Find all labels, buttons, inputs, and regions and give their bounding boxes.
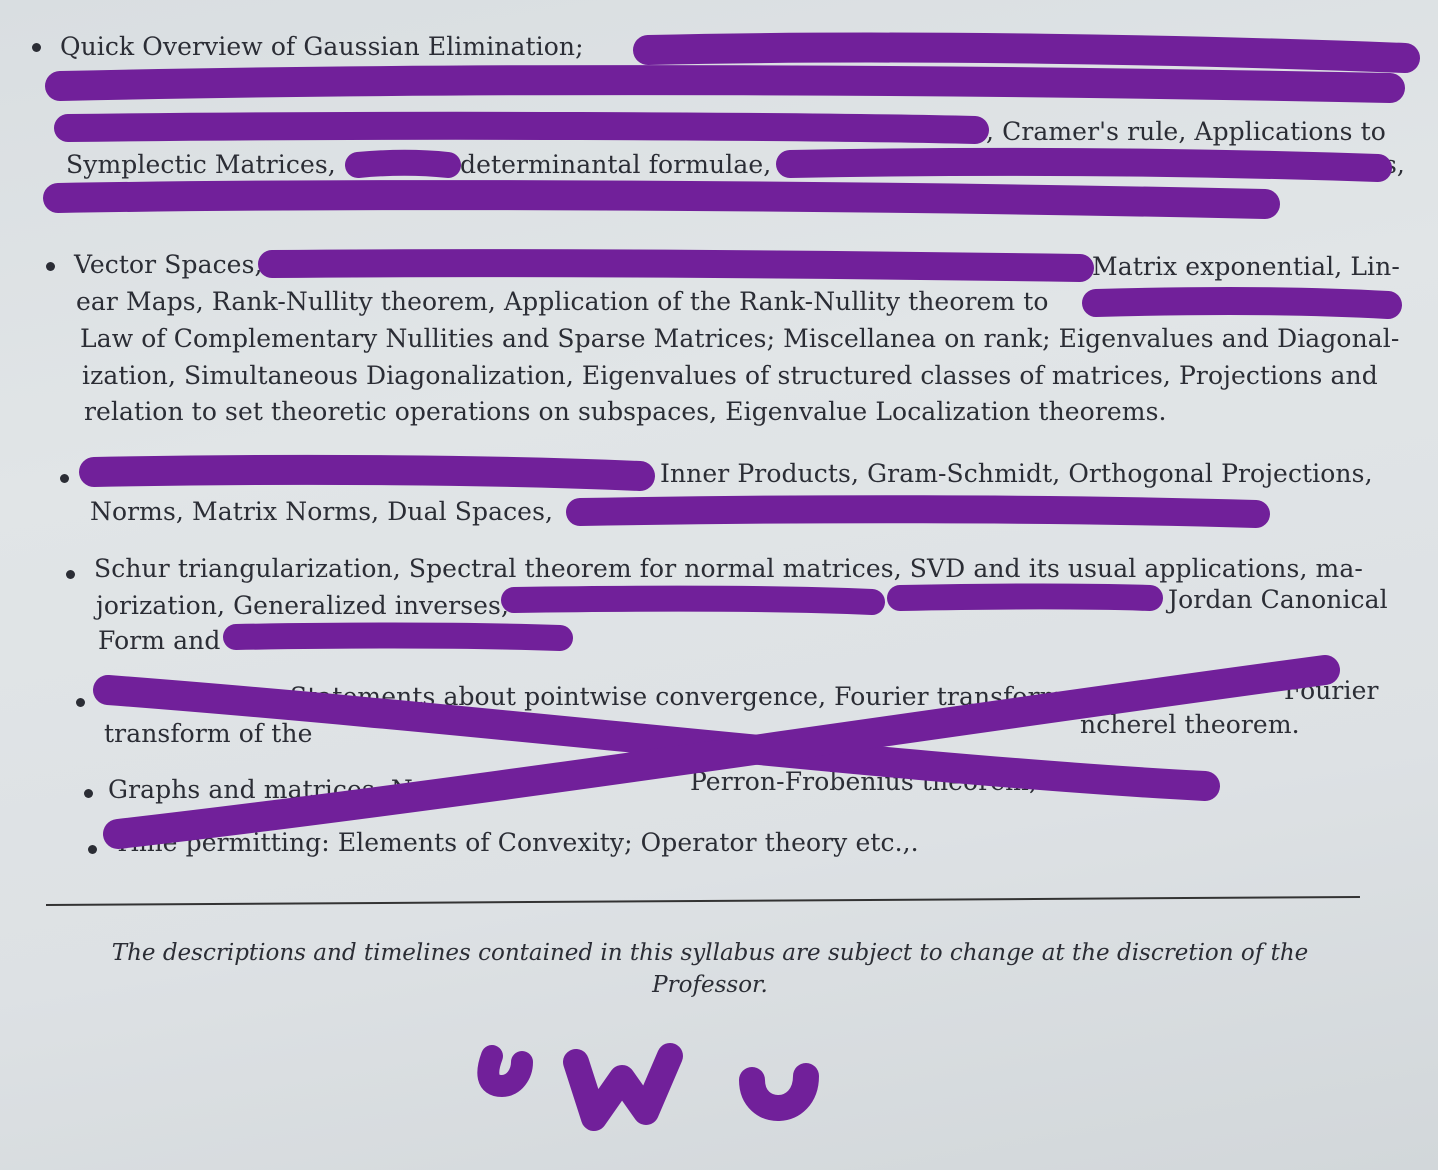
redaction-stroke [580, 509, 1256, 514]
redaction-stroke [68, 126, 975, 130]
item-time-permitting: Time permitting: Elements of Convexity; Operator theory etc.,. [114, 828, 919, 857]
redaction-stroke [900, 597, 1150, 599]
bullet [66, 570, 75, 579]
redaction-stroke [58, 195, 1265, 204]
item-cramers-rule-line: , Cramer's rule, Applications to [986, 117, 1386, 146]
doodle-left-tick [488, 1056, 522, 1086]
bullet [84, 789, 93, 798]
redaction-stroke [358, 163, 448, 165]
redaction-stroke [60, 80, 1390, 88]
item-linear-maps: ear Maps, Rank-Nullity theorem, Application of the Rank-Nullity theorem to [76, 287, 1049, 316]
footer-divider [46, 896, 1360, 906]
item-complementary-nullities: Law of Complementary Nullities and Sparse Matrices; Miscellanea on rank; Eigenvalues and Diagonal- [80, 324, 1400, 353]
item-trailing-s: s, [1384, 150, 1405, 179]
redaction-stroke [790, 162, 1378, 168]
item-matrix-exponential: Matrix exponential, Lin- [1092, 252, 1400, 281]
item-inner-products: Inner Products, Gram-Schmidt, Orthogonal Projections, [660, 459, 1373, 488]
item-fourier: Fourier [1284, 676, 1379, 705]
item-symplectic-line: Symplectic Matrices, [66, 150, 336, 179]
item-graphs-matrices: Graphs and matrices. Non [108, 775, 445, 804]
item-norms: Norms, Matrix Norms, Dual Spaces, [90, 497, 554, 526]
doodle-w [576, 1056, 670, 1118]
footer-professor: Professor. [652, 972, 768, 998]
item-diagonalization: ization, Simultaneous Diagonalization, Eigenvalues of structured classes of matrices, Projections and [82, 361, 1378, 390]
item-vector-spaces: Vector Spaces, [74, 250, 263, 279]
doodle-u [752, 1076, 806, 1108]
bullet [46, 262, 55, 271]
item-determinantal-line: determinantal formulae, [460, 150, 772, 179]
item-fourier-transform-gaussian: transform of the [104, 719, 313, 748]
redaction-stroke [94, 470, 640, 476]
item-schur-triangularization: Schur triangularization, Spectral theorem for normal matrices, SVD and its usual applications, ma- [94, 554, 1363, 583]
item-gaussian-elimination: Quick Overview of Gaussian Elimination; [60, 32, 584, 61]
redaction-stroke [236, 636, 560, 638]
redaction-stroke [514, 599, 872, 602]
item-pointwise-convergence: Statements about pointwise convergence, Fourier transforms. [290, 682, 1085, 711]
redaction-stroke [1096, 301, 1388, 305]
redaction-stroke [648, 48, 1405, 58]
bullet [32, 43, 41, 52]
item-majorization: jorization, Generalized inverses, [96, 591, 510, 620]
redaction-stroke [272, 263, 1080, 268]
item-jordan-canonical: Jordan Canonical [1168, 585, 1388, 614]
item-form-and: Form and [98, 626, 221, 655]
item-plancherel: ncherel theorem. [1080, 710, 1300, 739]
item-perron-frobenius: Perron-Frobenius theorem, [690, 767, 1038, 796]
bullet [60, 474, 69, 483]
bullet [76, 698, 85, 707]
bullet [88, 845, 97, 854]
footer-disclaimer: The descriptions and timelines contained in this syllabus are subject to change at the discretion of the [111, 940, 1309, 966]
item-eigenvalue-localization: relation to set theoretic operations on subspaces, Eigenvalue Localization theorems. [84, 397, 1167, 426]
